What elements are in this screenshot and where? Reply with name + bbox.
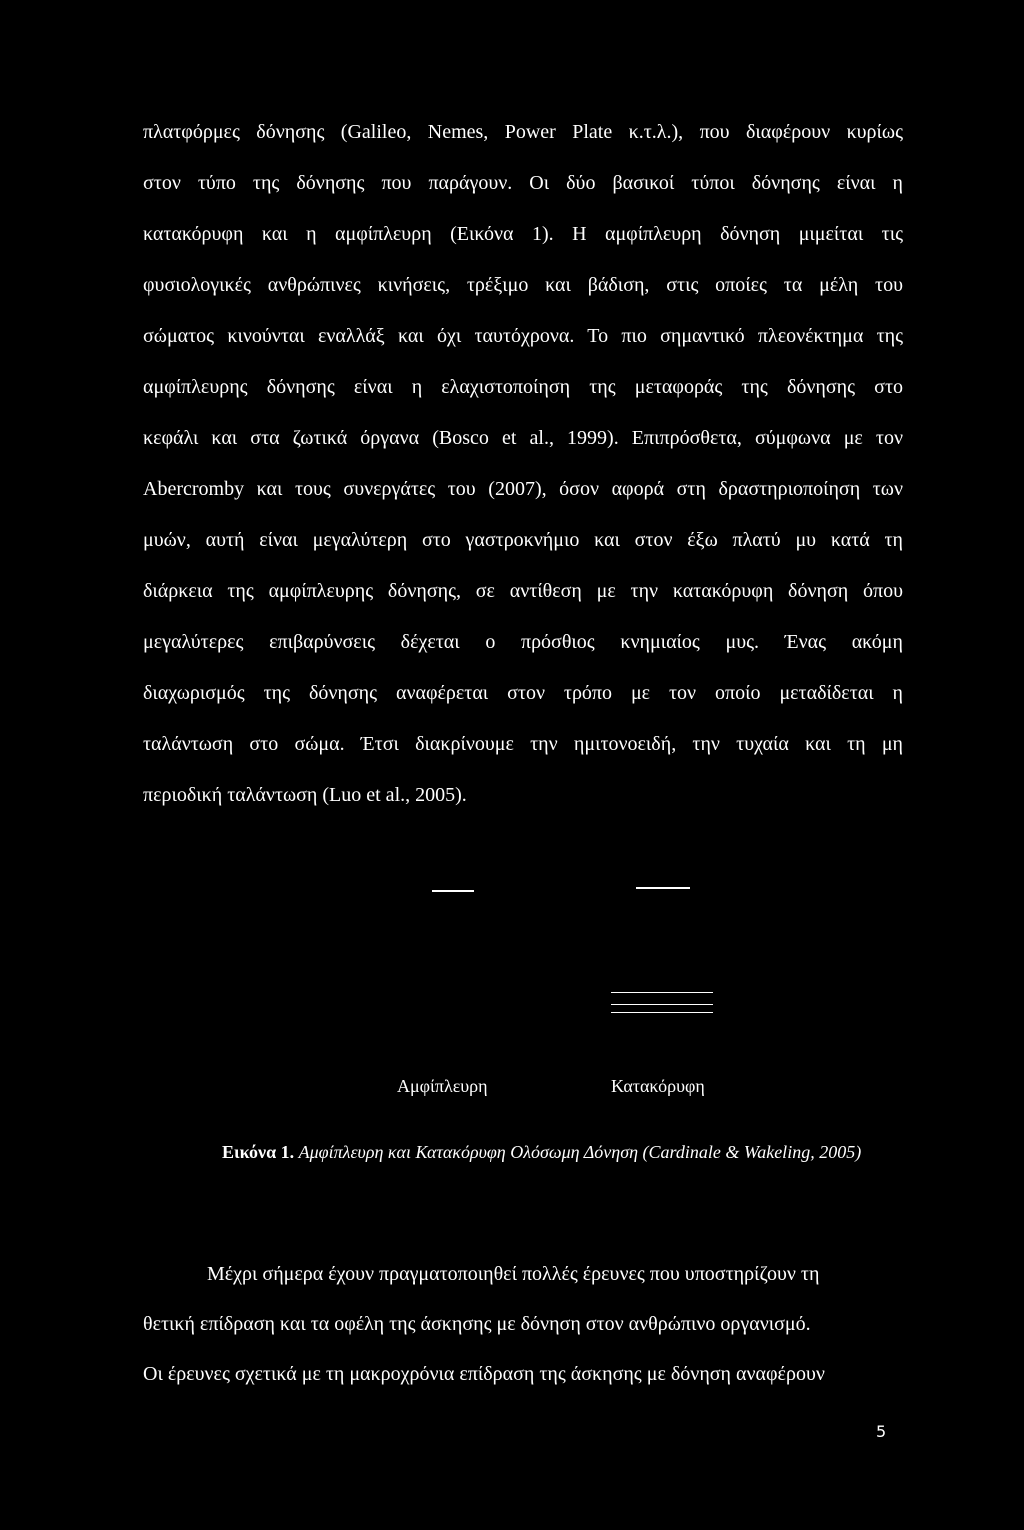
figure-rule xyxy=(636,887,690,889)
figure-label-bilateral: Αμφίπλευρη xyxy=(397,1076,488,1096)
text-line: μεγαλύτερες επιβαρύνσεις δέχεται ο πρόσθιος κνημιαίος μυς. Ένας ακόμη xyxy=(143,631,903,653)
text-line: σώματος κινούνται εναλλάξ και όχι ταυτόχρονα. Το πιο σημαντικό πλεονέκτημα της xyxy=(143,325,903,347)
text-line: Abercromby και τους συνεργάτες του (2007), όσον αφορά στη δραστηριοποίηση των xyxy=(143,478,903,500)
text-line: κεφάλι και στα ζωτικά όργανα (Bosco et al., 1999). Επιπρόσθετα, σύμφωνα με τον xyxy=(143,427,903,449)
page-number: 5 xyxy=(876,1422,887,1441)
text-line: περιοδική ταλάντωση (Luo et al., 2005). xyxy=(143,784,467,806)
figure-rule xyxy=(611,1012,713,1013)
text-line: αμφίπλευρης δόνησης είναι η ελαχιστοποίηση της μεταφοράς της δόνησης στο xyxy=(143,376,903,398)
text-line: ταλάντωση στο σώμα. Έτσι διακρίνουμε την ημιτονοειδή, την τυχαία και τη μη xyxy=(143,733,903,755)
text-line: φυσιολογικές ανθρώπινες κινήσεις, τρέξιμο και βάδιση, στις οποίες τα μέλη του xyxy=(143,274,903,296)
text-line: πλατφόρμες δόνησης (Galileo, Nemes, Power Plate κ.τ.λ.), που διαφέρουν κυρίως xyxy=(143,121,903,143)
text-line: στον τύπο της δόνησης που παράγουν. Οι δύο βασικοί τύποι δόνησης είναι η xyxy=(143,172,903,194)
text-line: Οι έρευνες σχετικά με τη μακροχρόνια επίδραση της άσκησης με δόνηση αναφέρουν xyxy=(143,1363,825,1385)
text-line: διαχωρισμός της δόνησης αναφέρεται στον τρόπο με τον οποίο μεταδίδεται η xyxy=(143,682,903,704)
text-line: κατακόρυφη και η αμφίπλευρη (Εικόνα 1). Η αμφίπλευρη δόνηση μιμείται τις xyxy=(143,223,903,245)
figure-rule xyxy=(611,1004,713,1005)
figure-caption xyxy=(222,1140,861,1164)
figure-label-vertical: Κατακόρυφη xyxy=(611,1076,705,1096)
text-line: Μέχρι σήμερα έχουν πραγματοποιηθεί πολλές έρευνες που υποστηρίζουν τη xyxy=(207,1263,820,1285)
figure-rule xyxy=(432,890,474,892)
text-line: διάρκεια της αμφίπλευρης δόνησης, σε αντίθεση με την κατακόρυφη δόνηση όπου xyxy=(143,580,903,602)
figure-rule xyxy=(611,992,713,993)
text-line: θετική επίδραση και τα οφέλη της άσκησης με δόνηση στον ανθρώπινο οργανισμό. xyxy=(143,1313,811,1335)
caption-text: Αμφίπλευρη και Κατακόρυφη Ολόσωμη Δόνηση (Cardinale & Wakeling, 2005) xyxy=(298,1142,862,1162)
text-line: μυών, αυτή είναι μεγαλύτερη στο γαστροκνήμιο και στον έξω πλατύ μυ κατά τη xyxy=(143,529,903,551)
caption-label: Εικόνα 1. xyxy=(222,1142,295,1162)
